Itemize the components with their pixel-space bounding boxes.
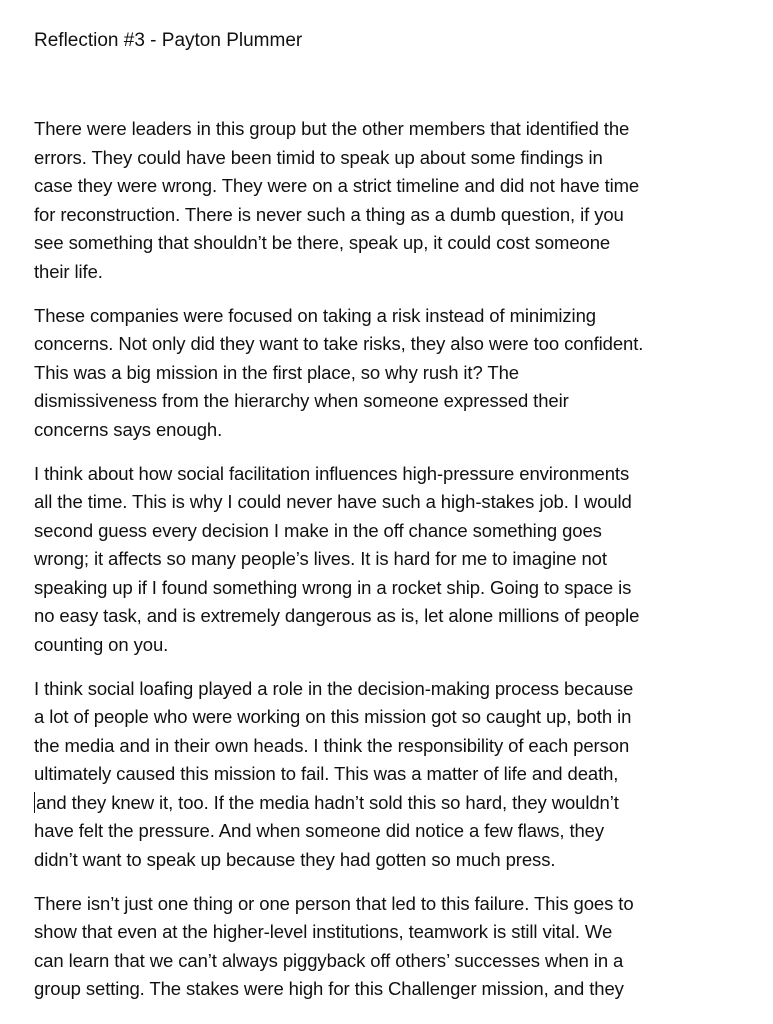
text-line-with-caret — [34, 789, 756, 818]
paragraph-4 — [34, 675, 756, 875]
text-line: the media and in their own heads. I think the responsibility of each person — [34, 734, 630, 756]
text-line: no easy task, and is extremely dangerous as is, let alone millions of people — [34, 605, 640, 626]
text-line: concerns. Not only did they want to take risks, they also were too confident. — [34, 333, 644, 354]
text-line: There were leaders in this group but the other members that identified the — [34, 118, 630, 139]
text-line: a lot of people who were working on this mission got so caught up, both in — [34, 706, 632, 727]
paragraph-3 — [34, 460, 756, 660]
paragraph-5 — [34, 890, 756, 1004]
paragraph-1 — [34, 115, 756, 286]
document-body[interactable] — [34, 115, 756, 1019]
text-line: have felt the pressure. And when someone did notice a few flaws, they — [34, 820, 605, 841]
text-line: I think social loafing played a role in the decision-making process because — [34, 677, 634, 699]
text-line: There isn’t just one thing or one person that led to this failure. This goes to — [34, 892, 634, 914]
text-line: I think about how social facilitation influences high-pressure environments — [34, 462, 630, 484]
text-line: for reconstruction. There is never such a thing as a dumb question, if you — [34, 203, 624, 225]
text-line: and they knew it, too. If the media hadn’t sold this so hard, they wouldn’t — [36, 791, 619, 813]
text-line: second guess every decision I make in the off chance something goes — [34, 519, 602, 541]
text-line: concerns says enough. — [34, 418, 223, 440]
text-line: group setting. The stakes were high for this Challenger mission, and they — [34, 978, 624, 999]
text-line: counting on you. — [34, 633, 169, 655]
text-line: their life. — [34, 260, 103, 282]
text-cursor — [34, 792, 35, 813]
text-line: didn’t want to speak up because they had gotten so much press. — [34, 848, 556, 870]
text-line: speaking up if I found something wrong in a rocket ship. Going to space is — [34, 576, 632, 598]
text-line: This was a big mission in the first place, so why rush it? The — [34, 361, 519, 383]
text-line: show that even at the higher-level institutions, teamwork is still vital. We — [34, 921, 613, 942]
document-title: Reflection #3 - Payton Plummer — [34, 30, 303, 51]
text-line: ultimately caused this mission to fail. This was a matter of life and death, — [34, 763, 619, 784]
text-line: dismissiveness from the hierarchy when someone expressed their — [34, 390, 569, 411]
text-line: case they were wrong. They were on a strict timeline and did not have time — [34, 175, 640, 196]
paragraph-2 — [34, 302, 756, 445]
text-line: These companies were focused on taking a risk instead of minimizing — [34, 304, 596, 326]
text-line: wrong; it affects so many people’s lives. It is hard for me to imagine not — [34, 548, 607, 569]
text-line: can learn that we can’t always piggyback off others’ successes when in a — [34, 949, 624, 971]
text-line: see something that shouldn’t be there, speak up, it could cost someone — [34, 232, 611, 253]
text-line: errors. They could have been timid to speak up about some findings in — [34, 146, 603, 168]
text-line: all the time. This is why I could never have such a high-stakes job. I would — [34, 491, 632, 512]
